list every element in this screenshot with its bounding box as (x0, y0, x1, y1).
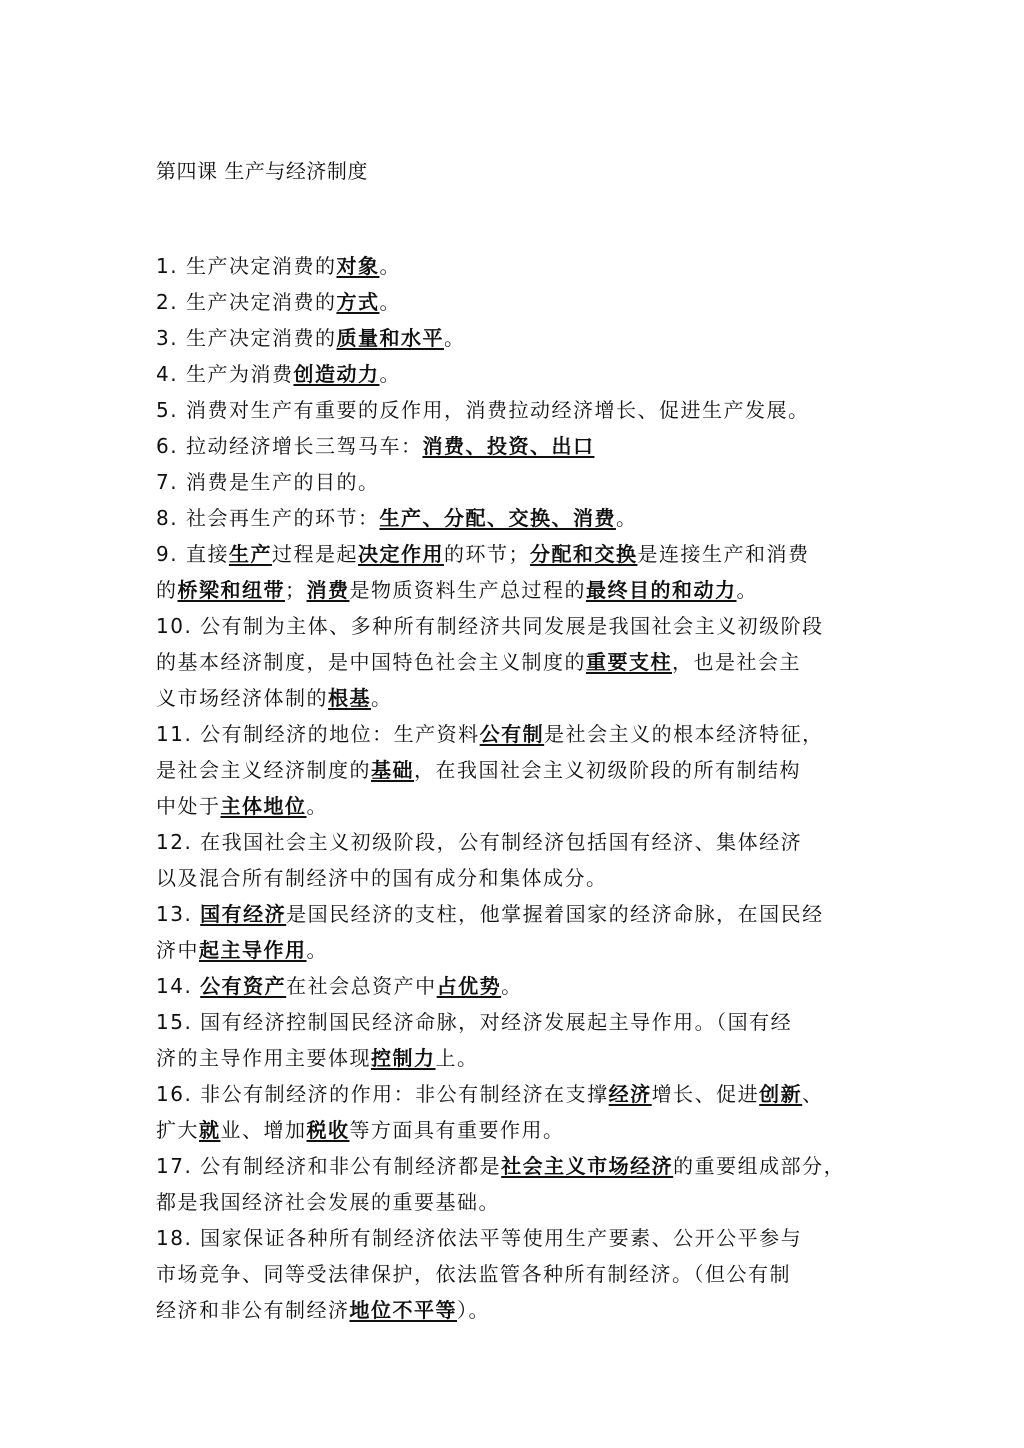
emphasized-text: 地位不平等 (349, 1298, 457, 1322)
emphasized-text: 基础 (371, 758, 414, 782)
emphasized-text: 创新 (759, 1082, 803, 1106)
text-line (156, 932, 886, 968)
text-segment: 是社会主义的根本经济特征， (544, 722, 824, 746)
list-item (156, 824, 886, 896)
text-segment: 中处于 (156, 794, 221, 818)
text-line (156, 608, 886, 644)
emphasized-text: 税收 (306, 1118, 350, 1142)
text-segment: 11. 公有制经济的地位：生产资料 (156, 722, 480, 746)
emphasized-text: 重要支柱 (586, 650, 672, 674)
list-item (156, 248, 886, 284)
text-segment: 增长、促进 (651, 1082, 760, 1106)
text-segment: 17. 公有制经济和非公有制经济都是 (156, 1154, 502, 1178)
text-line (156, 644, 886, 680)
emphasized-text: 决定作用 (357, 542, 444, 566)
text-segment: 的基本经济制度，是中国特色社会主义制度的 (156, 650, 586, 674)
text-segment: 过程是起 (271, 542, 358, 566)
emphasized-text: 经济 (608, 1082, 652, 1106)
emphasized-text: 占优势 (436, 974, 502, 998)
emphasized-text: 生产 (228, 542, 272, 566)
text-line (156, 824, 886, 860)
text-line (156, 896, 886, 932)
text-segment: 。 (379, 254, 401, 278)
text-segment: 市场竞争、同等受法律保护，依法监管各种所有制经济。（但公有制 (156, 1262, 791, 1286)
text-segment: 是连接生产和消费 (637, 542, 810, 566)
text-segment: 。 (306, 938, 328, 962)
text-line (156, 572, 886, 608)
text-segment: ）。 (457, 1298, 490, 1322)
text-line (156, 1112, 886, 1148)
text-segment: 5. 消费对生产有重要的反作用，消费拉动经济增长、促进生产发展。 (156, 398, 810, 422)
text-segment: 经济和非公有制经济 (156, 1298, 350, 1322)
text-line (156, 500, 886, 536)
text-segment: ，也是社会主 (672, 650, 801, 674)
list-item (156, 392, 886, 428)
text-line (156, 860, 886, 896)
emphasized-text: 控制力 (371, 1046, 436, 1070)
list-item (156, 428, 886, 464)
text-line (156, 464, 886, 500)
text-segment: 。 (736, 578, 758, 602)
text-segment: 、 (802, 1082, 824, 1106)
text-segment: 是国民经济的支柱，他掌握着国家的经济命脉，在国民经 (286, 902, 824, 926)
text-segment: 。 (379, 362, 401, 386)
text-segment: 。 (379, 290, 401, 314)
text-line (156, 788, 886, 824)
text-segment: 扩大 (156, 1118, 199, 1142)
text-segment: 4. 生产为消费 (156, 362, 294, 386)
document-body (156, 248, 886, 1328)
list-item (156, 716, 886, 824)
text-segment: 以及混合所有制经济中的国有成分和集体成分。 (156, 866, 608, 890)
emphasized-text: 主体地位 (220, 794, 307, 818)
text-line (156, 1220, 886, 1256)
emphasized-text: 根基 (328, 686, 371, 710)
list-item (156, 356, 886, 392)
list-item (156, 1148, 886, 1220)
text-line (156, 1148, 886, 1184)
text-segment: 济中 (156, 938, 199, 962)
emphasized-text: 对象 (336, 254, 380, 278)
text-line (156, 1256, 886, 1292)
text-segment: 9. 直接 (156, 542, 229, 566)
text-line (156, 1040, 886, 1076)
text-segment: 都是我国经济社会发展的重要基础。 (156, 1190, 500, 1214)
text-segment: 16. 非公有制经济的作用：非公有制经济在支撑 (156, 1082, 609, 1106)
text-segment: 8. 社会再生产的环节： (156, 506, 380, 530)
text-segment: ，在我国社会主义初级阶段的所有制结构 (414, 758, 801, 782)
text-segment: 2. 生产决定消费的 (156, 290, 337, 314)
text-line (156, 284, 886, 320)
text-segment: 13. (156, 902, 201, 926)
emphasized-text: 起主导作用 (199, 938, 307, 962)
list-item (156, 464, 886, 500)
text-segment: 是物质资料生产总过程的 (349, 578, 586, 602)
emphasized-text: 生产、分配、交换、消费 (379, 506, 616, 530)
emphasized-text: 就 (199, 1118, 221, 1142)
text-segment: 14. (156, 974, 201, 998)
text-line (156, 680, 886, 716)
text-segment: 业、增加 (220, 1118, 307, 1142)
text-segment: ； (285, 578, 307, 602)
list-item (156, 536, 886, 608)
list-item (156, 1004, 886, 1076)
text-segment: 上。 (435, 1046, 479, 1070)
emphasized-text: 社会主义市场经济 (501, 1154, 674, 1178)
emphasized-text: 分配和交换 (529, 542, 638, 566)
text-line (156, 716, 886, 752)
emphasized-text: 公有制 (479, 722, 545, 746)
emphasized-text: 国有经济 (200, 902, 287, 926)
list-item (156, 1220, 886, 1328)
text-segment: 3. 生产决定消费的 (156, 326, 337, 350)
emphasized-text: 消费 (306, 578, 350, 602)
emphasized-text: 公有资产 (200, 974, 287, 998)
text-line (156, 356, 886, 392)
text-segment: 。 (443, 326, 466, 350)
text-line (156, 392, 886, 428)
text-segment: 在社会总资产中 (286, 974, 437, 998)
emphasized-text: 质量和水平 (336, 326, 444, 350)
text-segment: 15. 国有经济控制国民经济命脉，对经济发展起主导作用。（国有经 (156, 1010, 793, 1034)
text-line (156, 248, 886, 284)
emphasized-text: 方式 (336, 290, 380, 314)
text-line (156, 1004, 886, 1040)
text-segment: 义市场经济体制的 (156, 686, 328, 710)
text-line (156, 752, 886, 788)
text-segment: 。 (371, 686, 393, 710)
list-item (156, 896, 886, 968)
text-segment: 18. 国家保证各种所有制经济依法平等使用生产要素、公开公平参与 (156, 1226, 803, 1250)
text-segment: 1. 生产决定消费的 (156, 254, 337, 278)
text-line (156, 1292, 886, 1328)
text-line (156, 968, 886, 1004)
list-item (156, 968, 886, 1004)
text-segment: 。 (501, 974, 523, 998)
text-segment: 的重要组成部分， (673, 1154, 846, 1178)
list-item (156, 608, 886, 716)
text-segment: 济的主导作用主要体现 (156, 1046, 371, 1070)
text-segment: 6. 拉动经济增长三驾马车： (156, 434, 423, 458)
text-segment: 是社会主义经济制度的 (156, 758, 371, 782)
list-item (156, 320, 886, 356)
text-line (156, 428, 886, 464)
emphasized-text: 桥梁和纽带 (177, 578, 285, 602)
text-segment: 的 (156, 578, 178, 602)
emphasized-text: 最终目的和动力 (586, 578, 737, 602)
text-line (156, 1076, 886, 1112)
emphasized-text: 创造动力 (293, 362, 380, 386)
text-segment: 。 (615, 506, 638, 530)
list-item (156, 500, 886, 536)
text-segment: 10. 公有制为主体、多种所有制经济共同发展是我国社会主义初级阶段 (156, 614, 824, 638)
text-line (156, 320, 886, 356)
list-item (156, 1076, 886, 1148)
emphasized-text: 消费、投资、出口 (422, 434, 595, 458)
text-segment: 等方面具有重要作用。 (349, 1118, 565, 1142)
text-segment: 。 (306, 794, 328, 818)
text-line (156, 536, 886, 572)
text-segment: 的环节； (443, 542, 530, 566)
list-item (156, 284, 886, 320)
text-line (156, 1184, 886, 1220)
text-segment: 7. 消费是生产的目的。 (156, 470, 380, 494)
text-segment: 12. 在我国社会主义初级阶段，公有制经济包括国有经济、集体经济 (156, 830, 803, 854)
page-title: 第四课 生产与经济制度 (156, 159, 368, 183)
